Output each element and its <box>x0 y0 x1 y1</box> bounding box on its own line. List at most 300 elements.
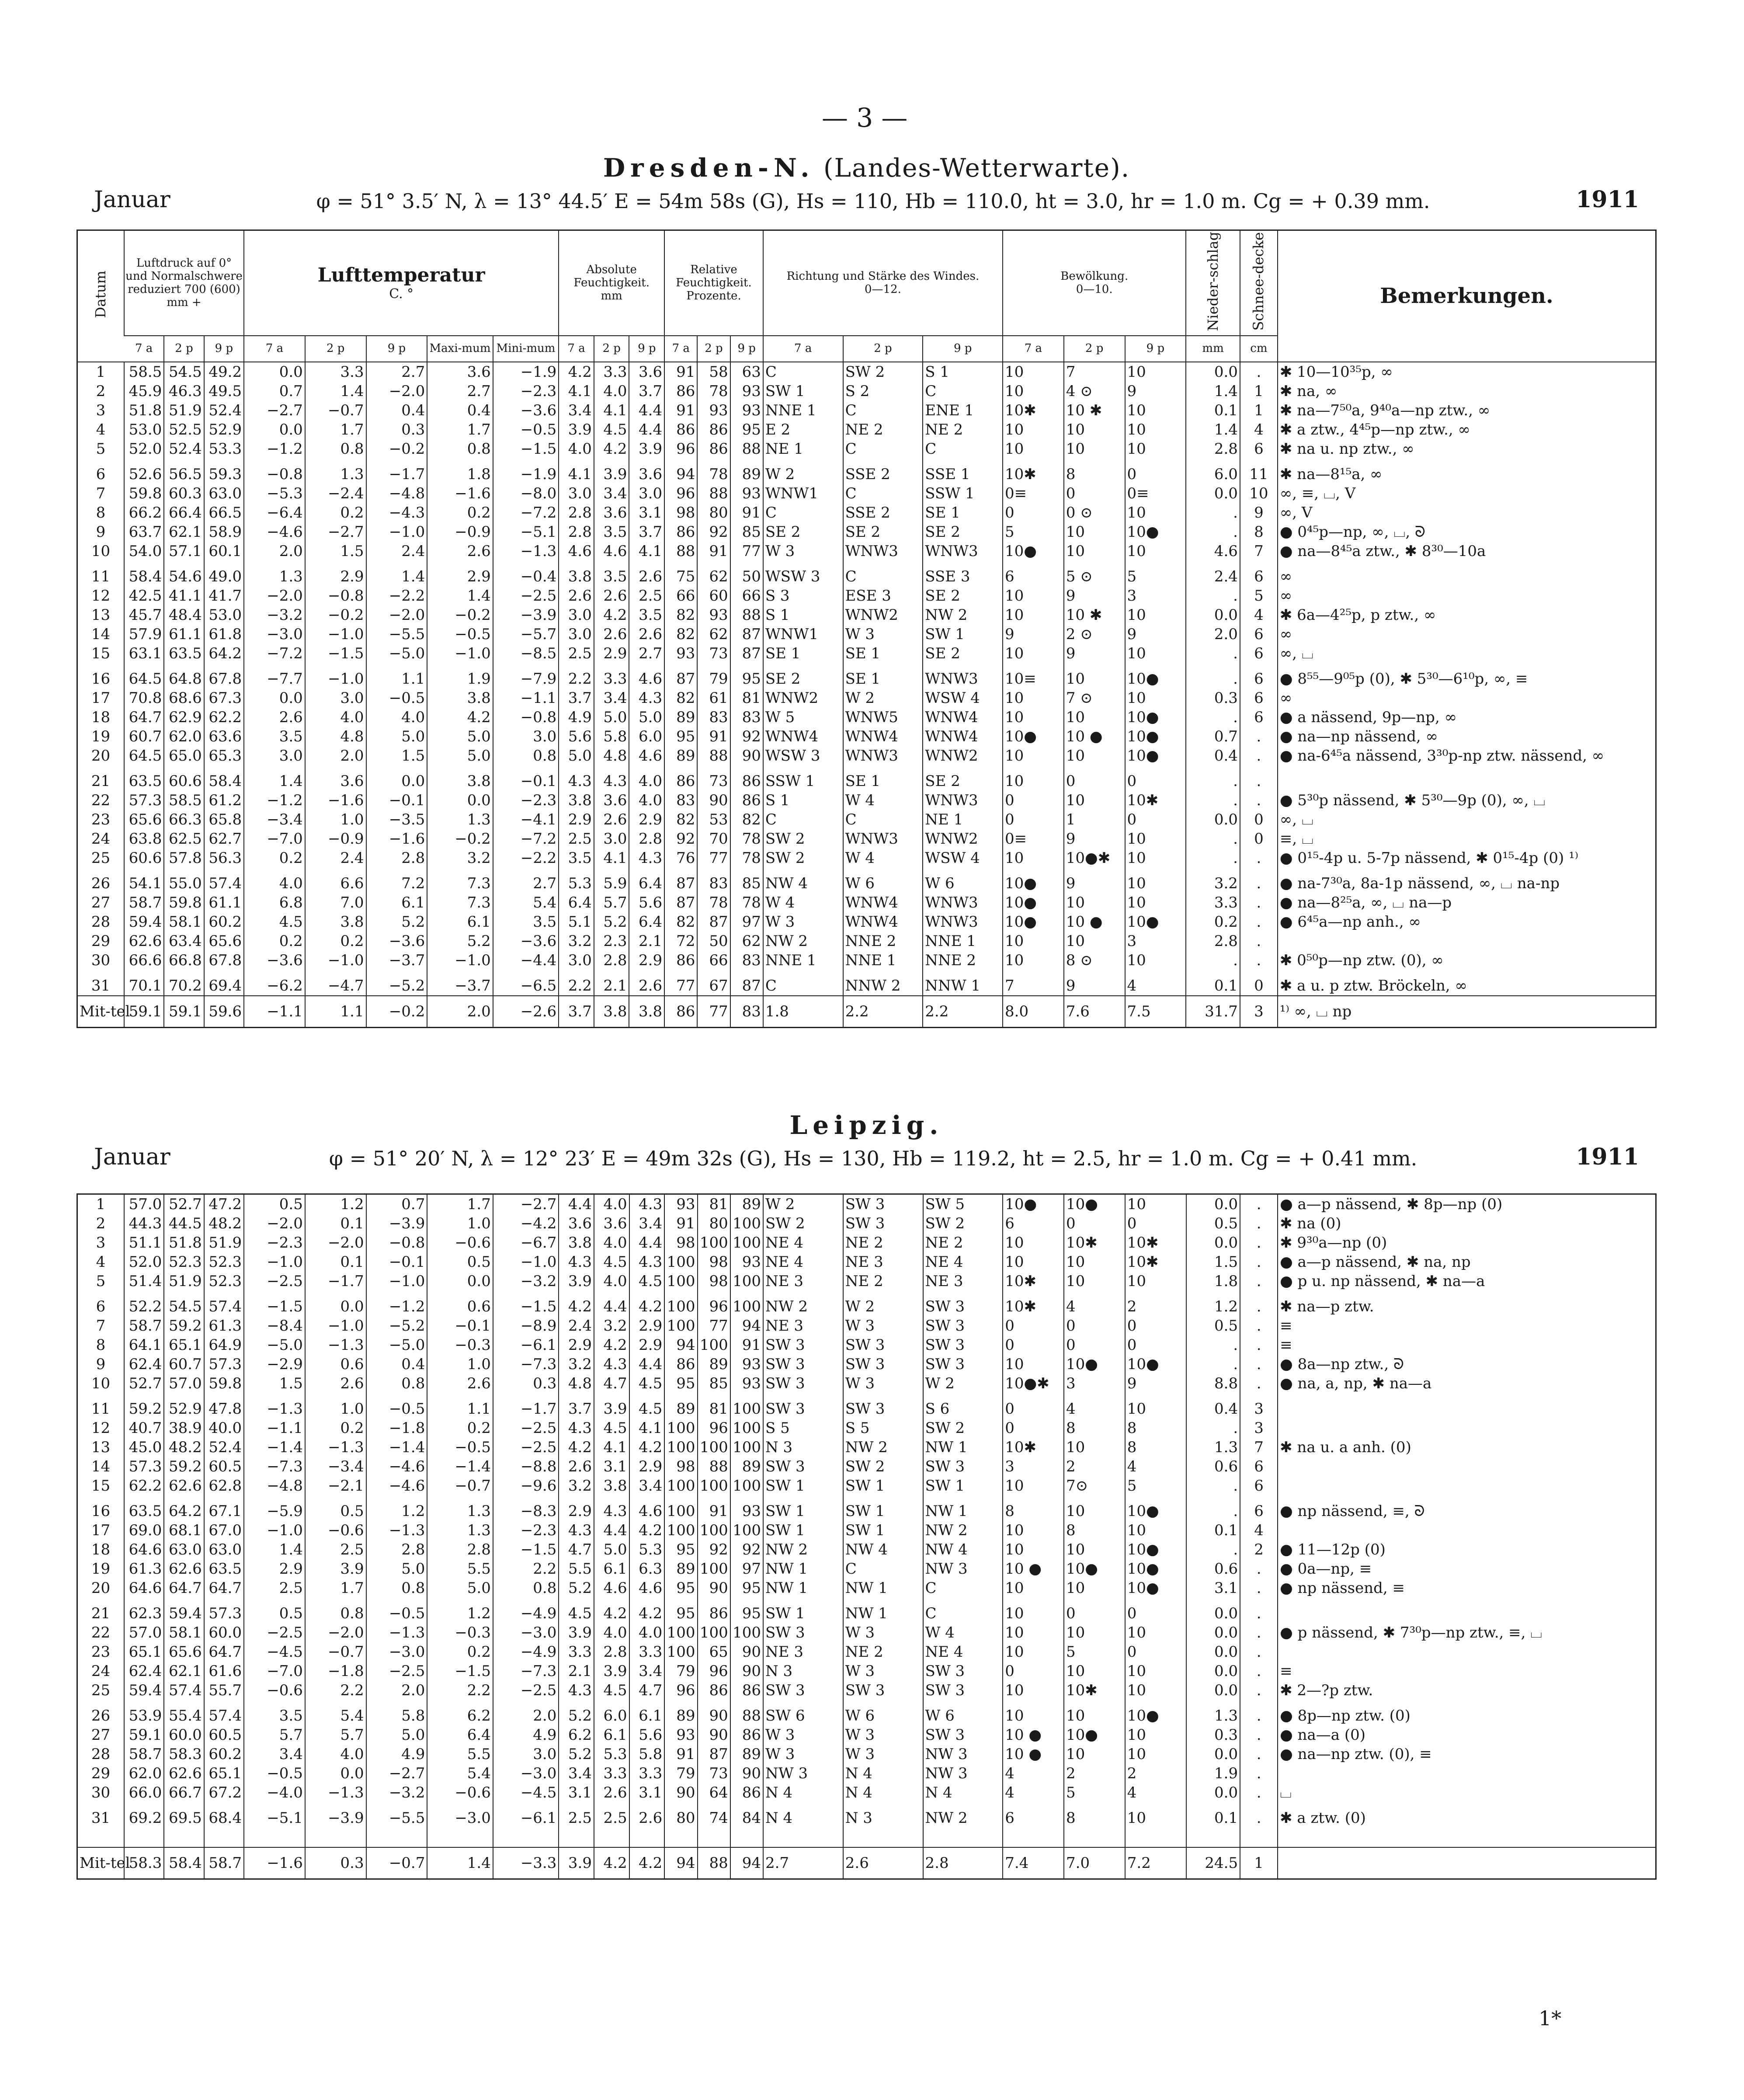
table-cell: −1.0 <box>305 625 366 644</box>
table-cell: 30 <box>91 1784 111 1801</box>
table-cell: 1.0 <box>305 810 366 829</box>
table-cell: −1.4 <box>244 1438 305 1457</box>
table-cell: . <box>1240 1272 1278 1297</box>
table-cell: 54.5 <box>164 1297 204 1316</box>
table-cell: SE 2 <box>763 522 843 542</box>
table-cell: 5.0 <box>427 1578 493 1604</box>
table-row <box>77 1623 1656 1642</box>
table-cell: −2.0 <box>244 586 305 605</box>
table-cell: 63.0 <box>204 484 244 503</box>
table-cell: 0.0 <box>1186 1194 1240 1214</box>
table-cell: ✱ 6a—4²⁵p, p ztw., ∞ <box>1278 605 1656 625</box>
table-cell: W 4 <box>843 791 923 810</box>
table-cell: 9 <box>1064 829 1125 848</box>
table-cell: 0.6 <box>427 1297 493 1316</box>
table-cell: 3.0 <box>559 951 594 976</box>
table-cell: 84 <box>730 1808 763 1828</box>
table-cell: NE 2 <box>843 1642 923 1662</box>
table-cell: W 3 <box>763 542 843 567</box>
table-cell <box>427 1828 493 1847</box>
table-row <box>77 542 1656 567</box>
table-cell: 82 <box>664 912 697 932</box>
table-cell: SE 2 <box>843 522 923 542</box>
table-cell: 3 <box>1240 1399 1278 1419</box>
table-cell: 64.7 <box>204 1642 244 1662</box>
table-cell: 4.8 <box>594 746 629 772</box>
leipzig-rows <box>77 1194 1656 1879</box>
table-cell: 0.0 <box>427 791 493 810</box>
table-cell: 10 <box>1064 1578 1125 1604</box>
table-cell: W 3 <box>763 1745 843 1764</box>
table-cell: 45.0 <box>124 1438 164 1457</box>
table-cell: −4.9 <box>493 1604 559 1623</box>
table-cell: 62.1 <box>164 1662 204 1681</box>
table-cell: 0 <box>1064 1214 1125 1233</box>
table-cell: 9 <box>1064 976 1125 996</box>
table-cell: 58.1 <box>164 1623 204 1642</box>
table-cell: 54.0 <box>124 542 164 567</box>
table-cell: −2.5 <box>493 586 559 605</box>
table-cell: 2.8 <box>427 1540 493 1559</box>
table-cell: 1.4 <box>427 586 493 605</box>
table-cell: 0 <box>1125 772 1186 791</box>
table-cell: 63 <box>730 362 763 382</box>
table-cell: 88 <box>730 439 763 465</box>
table-cell: 55.4 <box>164 1706 204 1725</box>
table-cell: 55.0 <box>164 874 204 893</box>
table-cell: . <box>1240 932 1278 951</box>
table-cell: . <box>1240 1681 1278 1706</box>
table-cell: WNW3 <box>923 893 1003 912</box>
table-cell: −4.5 <box>493 1783 559 1808</box>
table-cell: 2.0 <box>305 746 366 772</box>
table-cell: 10 <box>1125 848 1186 874</box>
table-cell: 65.6 <box>124 810 164 829</box>
table-row <box>77 1642 1656 1662</box>
table-cell: 0.3 <box>493 1374 559 1399</box>
table-cell: 10● <box>1125 669 1186 688</box>
table-cell: 58.7 <box>124 1745 164 1764</box>
table-cell: −1.0 <box>244 1252 305 1272</box>
table-cell: 4.1 <box>594 401 629 420</box>
table-cell: 28 <box>91 913 111 931</box>
table-cell: 58.5 <box>164 791 204 810</box>
table-cell: WSW 3 <box>763 746 843 772</box>
table-cell: 2.4 <box>305 848 366 874</box>
table-cell: −2.5 <box>493 1681 559 1706</box>
table-cell: 5.0 <box>366 1725 427 1745</box>
table-cell: SSE 3 <box>923 567 1003 586</box>
table-cell: NNW 1 <box>923 976 1003 996</box>
table-cell: −4.0 <box>244 1783 305 1808</box>
table-cell: S 5 <box>843 1419 923 1438</box>
table-cell: 3.1 <box>1186 1578 1240 1604</box>
table-cell: 10 <box>1003 1681 1064 1706</box>
table-cell: 10● <box>1125 1578 1186 1604</box>
table-cell: 100 <box>698 1233 730 1252</box>
table-row <box>77 503 1656 522</box>
table-cell: 100 <box>664 1642 697 1662</box>
table-cell: 3.6 <box>305 772 366 791</box>
table-cell: ● a—p nässend, ✱ 8p—np (0) <box>1278 1194 1656 1214</box>
table-cell: −0.5 <box>493 420 559 439</box>
table-cell: 8 <box>1125 1419 1186 1438</box>
table-cell: 62 <box>697 567 730 586</box>
table-cell: NE 3 <box>763 1316 843 1335</box>
table-cell <box>629 1828 665 1847</box>
table-cell: WNW2 <box>923 829 1003 848</box>
table-cell: 3.6 <box>594 791 629 810</box>
table-cell: . <box>1186 1335 1240 1355</box>
table-cell: NE 1 <box>923 810 1003 829</box>
table-cell: SW 3 <box>843 1681 923 1706</box>
table-cell: 62.6 <box>164 1764 204 1783</box>
table-cell: 82 <box>664 688 697 708</box>
table-cell: 48.2 <box>204 1214 244 1233</box>
table-cell: 60.7 <box>164 1355 204 1374</box>
table-cell: 92 <box>730 727 763 746</box>
table-cell: −4.6 <box>366 1476 427 1502</box>
table-cell: 0.2 <box>305 1419 366 1438</box>
table-cell: 1.3 <box>427 1521 493 1540</box>
table-cell: −3.4 <box>305 1457 366 1476</box>
mean-cell: 2.7 <box>763 1847 843 1879</box>
table-cell: NW 3 <box>923 1764 1003 1783</box>
table-cell: 4.5 <box>629 1272 665 1297</box>
table-row <box>77 893 1656 912</box>
table-cell: . <box>1240 848 1278 874</box>
table-cell: 9 <box>1064 644 1125 669</box>
table-cell: 72 <box>664 932 697 951</box>
table-cell: 10 ✱ <box>1064 401 1125 420</box>
table-cell: 46.3 <box>164 382 204 401</box>
table-cell: 2.8 <box>1186 439 1240 465</box>
table-cell: W 2 <box>763 1194 843 1214</box>
table-cell: 87 <box>664 669 697 688</box>
table-cell: 0.8 <box>305 439 366 465</box>
table-cell: 52.4 <box>164 439 204 465</box>
table-cell: 10 <box>1003 362 1064 382</box>
table-cell: 3.7 <box>559 688 594 708</box>
table-cell: WNW3 <box>923 542 1003 567</box>
table-cell: 94 <box>730 1316 763 1335</box>
table-cell: 87 <box>698 1745 730 1764</box>
table-cell <box>124 1828 164 1847</box>
table-cell: 7 ⊙ <box>1064 688 1125 708</box>
table-cell: 64.7 <box>204 1578 244 1604</box>
table-cell: SW 3 <box>763 1374 843 1399</box>
table-cell: 10 <box>1003 951 1064 976</box>
table-cell: ≡ <box>1278 1662 1656 1681</box>
table-cell: 0.2 <box>244 932 305 951</box>
table-cell: 62.1 <box>164 522 204 542</box>
table-row <box>77 1214 1656 1233</box>
table-cell: 10 <box>1003 746 1064 772</box>
table-cell: 2.6 <box>427 542 493 567</box>
table-cell: 91 <box>664 362 697 382</box>
table-cell: SW 3 <box>763 1457 843 1476</box>
table-cell: 10 <box>1003 1540 1064 1559</box>
table-cell: −6.5 <box>493 976 559 996</box>
table-cell: 4.9 <box>493 1725 559 1745</box>
table-cell: 87 <box>664 893 697 912</box>
table-cell: ● np nässend, ≡ <box>1278 1578 1656 1604</box>
mean-cell: 1.4 <box>427 1847 493 1879</box>
table-cell: C <box>923 1578 1003 1604</box>
table-cell: ✱ na—7⁵⁰a, 9⁴⁰a—np ztw., ∞ <box>1278 401 1656 420</box>
table-cell: 5.0 <box>427 746 493 772</box>
table-cell: 4.2 <box>427 708 493 727</box>
table-cell: −0.8 <box>305 586 366 605</box>
table-cell: 10 <box>1003 1476 1064 1502</box>
table-cell: 100 <box>664 1476 697 1502</box>
table-cell: SE 1 <box>843 644 923 669</box>
table-cell: 60.3 <box>164 484 204 503</box>
table-cell: 92 <box>697 522 730 542</box>
table-cell: NE 2 <box>843 1233 923 1252</box>
table-cell: 3.5 <box>594 522 629 542</box>
table-cell: 68.6 <box>164 688 204 708</box>
table-cell: 15 <box>91 1477 111 1495</box>
table-cell: N 3 <box>843 1808 923 1828</box>
table-cell: 4.4 <box>629 401 664 420</box>
table-cell: 100 <box>730 1297 763 1316</box>
table-row <box>77 1559 1656 1578</box>
table-row <box>77 1604 1656 1623</box>
table-row <box>77 1335 1656 1355</box>
table-cell: 89 <box>730 465 763 484</box>
table-cell: 5 <box>1125 567 1186 586</box>
table-cell: SW 3 <box>923 1335 1003 1355</box>
table-cell: −1.6 <box>366 829 427 848</box>
table-cell: 67.2 <box>204 1783 244 1808</box>
table-cell: ∞ <box>1278 625 1656 644</box>
table-cell: 2.6 <box>244 708 305 727</box>
table-cell: −2.2 <box>366 586 427 605</box>
table-cell: 65.1 <box>124 1642 164 1662</box>
table-cell: −0.1 <box>366 791 427 810</box>
table-cell: 62.4 <box>124 1355 164 1374</box>
table-row <box>77 401 1656 420</box>
table-cell: 95 <box>664 727 697 746</box>
table-cell: 28 <box>91 1745 111 1763</box>
table-cell: 95 <box>664 1374 697 1399</box>
table-cell: 89 <box>730 1457 763 1476</box>
table-cell: 5.0 <box>629 708 664 727</box>
table-cell: 31 <box>91 1809 111 1827</box>
table-cell: ● 0a—np, ≡ <box>1278 1559 1656 1578</box>
table-cell: 93 <box>730 401 763 420</box>
table-cell: 61 <box>697 688 730 708</box>
table-cell: WNW2 <box>763 688 843 708</box>
table-cell: C <box>763 810 843 829</box>
table-cell: 23 <box>91 1643 111 1661</box>
table-cell: −1.9 <box>493 465 559 484</box>
table-cell: N 4 <box>843 1764 923 1783</box>
table-cell: 86 <box>697 420 730 439</box>
table-cell: W 3 <box>843 625 923 644</box>
mean-cell: 1.1 <box>305 996 366 1028</box>
table-cell: 0 <box>1125 810 1186 829</box>
table-cell: 63.5 <box>204 1559 244 1578</box>
table-cell: −6.4 <box>244 503 305 522</box>
mean-cell: −0.2 <box>366 996 427 1028</box>
table-cell: 91 <box>698 1502 730 1521</box>
table-cell: 0 <box>1003 810 1064 829</box>
table-cell: 4.5 <box>559 1604 594 1623</box>
table-cell: S 1 <box>763 791 843 810</box>
table-cell: 96 <box>698 1297 730 1316</box>
table-cell: 3.6 <box>427 362 493 382</box>
table-cell: −7.0 <box>244 829 305 848</box>
table-cell: 100 <box>730 1521 763 1540</box>
table-cell: 53.9 <box>124 1706 164 1725</box>
table-cell: 2.8 <box>559 503 594 522</box>
table-cell: 59.8 <box>164 893 204 912</box>
table-cell: 69.5 <box>164 1808 204 1828</box>
table-cell: 29 <box>91 1765 111 1782</box>
mean-cell: −1.6 <box>244 1847 305 1879</box>
table-row <box>77 912 1656 932</box>
table-cell: 6.6 <box>305 874 366 893</box>
table-cell <box>1278 932 1656 951</box>
table-cell: 22 <box>91 1624 111 1641</box>
table-cell: SE 2 <box>923 644 1003 669</box>
table-cell: 4.0 <box>244 874 305 893</box>
table-cell: 60.1 <box>204 542 244 567</box>
table-cell: 5.0 <box>366 1559 427 1578</box>
table-cell: C <box>923 1604 1003 1623</box>
table-cell: 10 <box>1003 605 1064 625</box>
table-cell <box>1125 1828 1186 1847</box>
table-cell: 58.5 <box>124 362 164 382</box>
table-cell: 82 <box>664 810 697 829</box>
table-cell: 10 <box>1003 1642 1064 1662</box>
table-cell: 64.7 <box>124 708 164 727</box>
table-cell <box>843 1828 923 1847</box>
table-cell: 49.5 <box>204 382 244 401</box>
table-cell: . <box>1240 912 1278 932</box>
table-cell: 63.5 <box>124 1502 164 1521</box>
table-row <box>77 1706 1656 1725</box>
table-cell: 40.0 <box>204 1419 244 1438</box>
table-cell: −2.5 <box>244 1623 305 1642</box>
table-cell: S 1 <box>763 605 843 625</box>
table-cell: 78 <box>730 829 763 848</box>
table-cell: 91 <box>697 542 730 567</box>
table-cell <box>1278 1642 1656 1662</box>
table-cell: 10 <box>1125 893 1186 912</box>
table-cell: 90 <box>730 1764 763 1783</box>
mean-cell: −2.6 <box>493 996 559 1028</box>
table-cell: 10 <box>1125 1808 1186 1828</box>
table-row <box>77 1540 1656 1559</box>
table-cell: 1.8 <box>1186 1272 1240 1297</box>
table-cell: −8.0 <box>493 484 559 503</box>
table-cell: 0.1 <box>305 1252 366 1272</box>
table-cell: 100 <box>730 1623 763 1642</box>
table-cell: 93 <box>730 1355 763 1374</box>
table-cell: ∞, ≡, ⌴, V <box>1278 484 1656 503</box>
table-cell: 79 <box>664 1764 697 1783</box>
table-cell: 2.8 <box>366 848 427 874</box>
table-cell: NE 3 <box>843 1252 923 1272</box>
table-cell: . <box>1186 1419 1240 1438</box>
table-cell: 4.5 <box>594 1681 629 1706</box>
table-cell: 66 <box>697 951 730 976</box>
table-cell: 4.5 <box>244 912 305 932</box>
table-cell: 3.8 <box>559 567 594 586</box>
table-cell: ● np nässend, ≡, ᘐ <box>1278 1502 1656 1521</box>
table-cell: −0.6 <box>244 1681 305 1706</box>
table-cell: −1.5 <box>493 1540 559 1559</box>
table-cell: 10 <box>1125 1623 1186 1642</box>
table-cell: N 4 <box>763 1783 843 1808</box>
table-cell: 31 <box>91 977 111 995</box>
table-cell: SW 1 <box>763 382 843 401</box>
table-cell: −1.2 <box>366 1297 427 1316</box>
table-cell: 60.5 <box>204 1457 244 1476</box>
table-cell: −4.5 <box>244 1642 305 1662</box>
table-cell: 3.0 <box>559 605 594 625</box>
table-cell: 2 <box>1125 1297 1186 1316</box>
table-cell: 3.2 <box>1186 874 1240 893</box>
table-cell: −2.0 <box>305 1623 366 1642</box>
table-cell: NW 2 <box>763 932 843 951</box>
table-cell: 86 <box>730 791 763 810</box>
table-cell: SW 2 <box>843 362 923 382</box>
table-cell: C <box>763 976 843 996</box>
table-cell: 16 <box>91 670 111 688</box>
table-cell: 1.3 <box>305 465 366 484</box>
table-cell: 13 <box>91 1439 111 1456</box>
table-cell: . <box>1186 1476 1240 1502</box>
table-cell: SW 3 <box>923 1316 1003 1335</box>
table-cell: 76 <box>664 848 697 874</box>
table-cell: 4.2 <box>629 1438 665 1457</box>
table-cell: 2.6 <box>594 810 629 829</box>
table-cell: NW 1 <box>923 1438 1003 1457</box>
table-cell: −1.6 <box>427 484 493 503</box>
table-cell: ✱ na—8¹⁵a, ∞ <box>1278 465 1656 484</box>
table-cell: 4.1 <box>629 1419 665 1438</box>
mean-cell: 7.6 <box>1064 996 1125 1028</box>
table-cell: . <box>1240 772 1278 791</box>
table-cell: −8.4 <box>244 1316 305 1335</box>
table-cell: 4.8 <box>559 1374 594 1399</box>
table-cell: 3.4 <box>559 401 594 420</box>
col-relative-feuchtigkeit: Relative Feuchtigkeit. Prozente. <box>664 230 763 336</box>
table-cell: 100 <box>730 1476 763 1502</box>
table-cell: 100 <box>730 1399 763 1419</box>
table-cell: 3.9 <box>594 1662 629 1681</box>
table-cell: −3.6 <box>493 401 559 420</box>
table-cell: 10 <box>1240 484 1278 503</box>
table-cell: 60.0 <box>164 1725 204 1745</box>
table-row <box>77 362 1656 382</box>
table-cell: 70.8 <box>124 688 164 708</box>
table-cell: −1.5 <box>305 644 366 669</box>
table-cell: 0≡ <box>1003 484 1064 503</box>
table-cell: 55.7 <box>204 1681 244 1706</box>
table-cell: 64.2 <box>164 1502 204 1521</box>
table-cell: 2.4 <box>366 542 427 567</box>
table-cell: ✱ na—p ztw. <box>1278 1297 1656 1316</box>
table-cell: −7.2 <box>493 503 559 522</box>
table-cell: 90 <box>698 1578 730 1604</box>
table-cell: 3.0 <box>559 625 594 644</box>
table-cell: NW 4 <box>923 1540 1003 1559</box>
